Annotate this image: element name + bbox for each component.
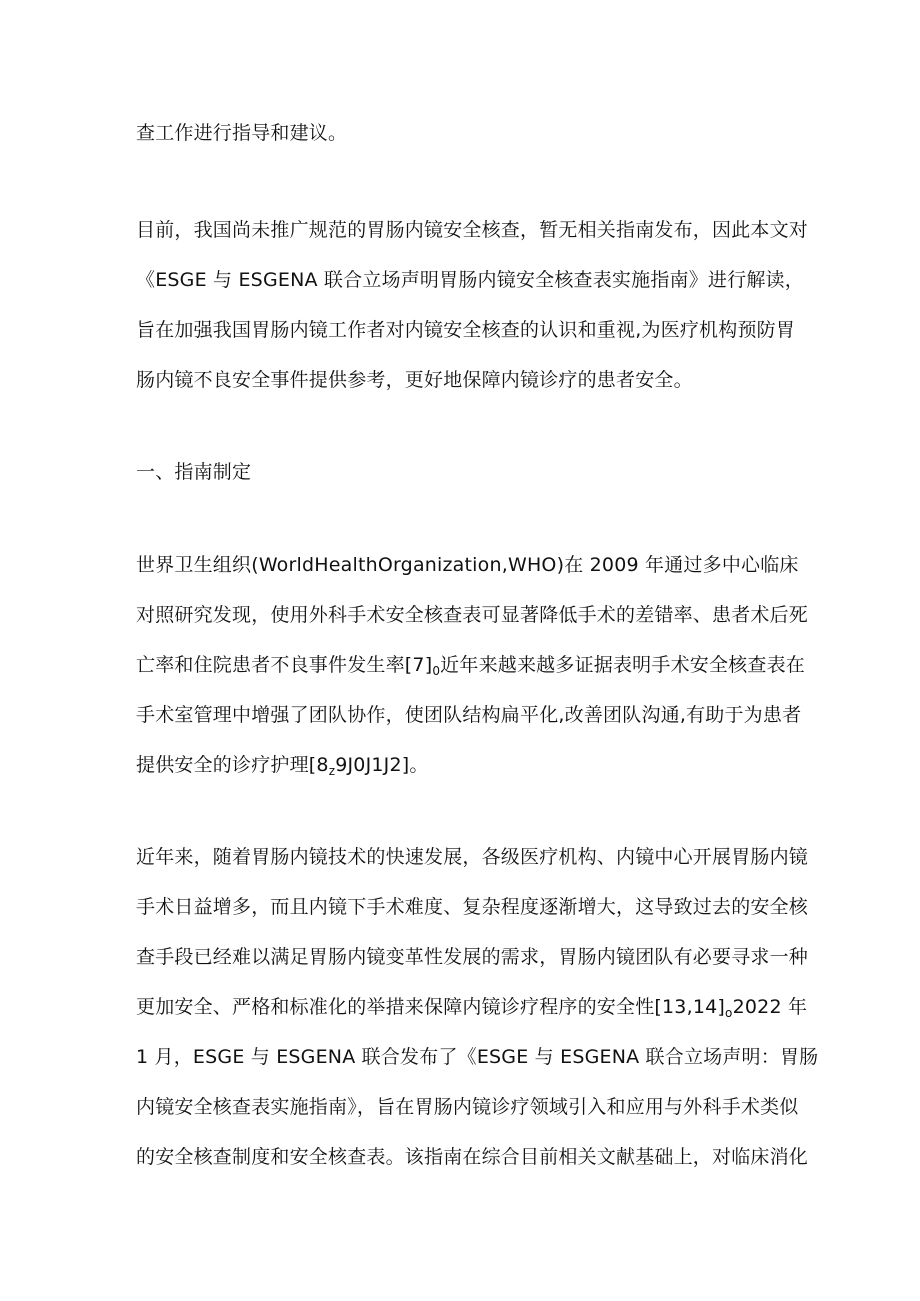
paragraph-line: 《ESGE 与 ESGENA 联合立场声明胃肠内镜安全核查表实施指南》进行解读， bbox=[136, 269, 804, 291]
paragraph-line: 手术室管理中增强了团队协作，使团队结构扁平化,改善团队沟通,有助于为患者 bbox=[136, 704, 802, 726]
paragraph-line: 查工作进行指导和建议。 bbox=[136, 122, 348, 144]
paragraph-line: 内镜安全核查表实施指南》，旨在胃肠内镜诊疗领域引入和应用与外科手术类似 bbox=[136, 1096, 799, 1118]
line-text: 亡率和住院患者不良事件发生率[7] bbox=[136, 654, 433, 676]
subscript-mark: o bbox=[725, 1006, 733, 1020]
paragraph-line: 查手段已经难以满足胃肠内镜变革性发展的需求，胃肠内镜团队有必要寻求一种 bbox=[136, 946, 809, 968]
line-text: 提供安全的诊疗护理[8 bbox=[136, 754, 329, 776]
line-text: 9J0J1J2]。 bbox=[335, 754, 429, 776]
line-text: 近年来越来越多证据表明手术安全核查表在 bbox=[440, 654, 805, 676]
paragraph-line: 世界卫生组织(WorldHealthOrganization,WHO)在 2009 年通过多中心临床 bbox=[136, 554, 799, 576]
paragraph-line bbox=[136, 752, 796, 784]
paragraph-line: 手术日益增多，而且内镜下手术难度、复杂程度逐渐增大，这导致过去的安全核 bbox=[136, 896, 809, 918]
line-text: 更加安全、严格和标准化的举措来保障内镜诊疗程序的安全性[13,14] bbox=[136, 996, 726, 1018]
paragraph-line: 近年来，随着胃肠内镜技术的快速发展，各级医疗机构、内镜中心开展胃肠内镜 bbox=[136, 846, 809, 868]
paragraph-line: 的安全核查制度和安全核查表。该指南在综合目前相关文献基础上，对临床消化 bbox=[136, 1146, 809, 1168]
line-text: 2022 年 bbox=[732, 996, 808, 1018]
paragraph-line bbox=[136, 652, 805, 684]
paragraph-line: 对照研究发现，使用外科手术安全核查表可显著降低手术的差错率、患者术后死 bbox=[136, 604, 809, 626]
subscript-mark: 0 bbox=[432, 664, 441, 678]
paragraph-line: 肠内镜不良安全事件提供参考，更好地保障内镜诊疗的患者安全。 bbox=[136, 369, 693, 391]
paragraph-line bbox=[136, 994, 808, 1026]
paragraph-line: 1 月，ESGE 与 ESGENA 联合发布了《ESGE 与 ESGENA 联合立场声明：胃肠 bbox=[136, 1046, 819, 1068]
paragraph-line: 目前，我国尚未推广规范的胃肠内镜安全核查，暂无相关指南发布，因此本文对 bbox=[136, 219, 809, 241]
subscript-mark: z bbox=[328, 764, 336, 778]
paragraph-line: 旨在加强我国胃肠内镜工作者对内镜安全核查的认识和重视,为医疗机构预防胃 bbox=[136, 319, 796, 341]
section-heading: 一、指南制定 bbox=[136, 461, 252, 483]
